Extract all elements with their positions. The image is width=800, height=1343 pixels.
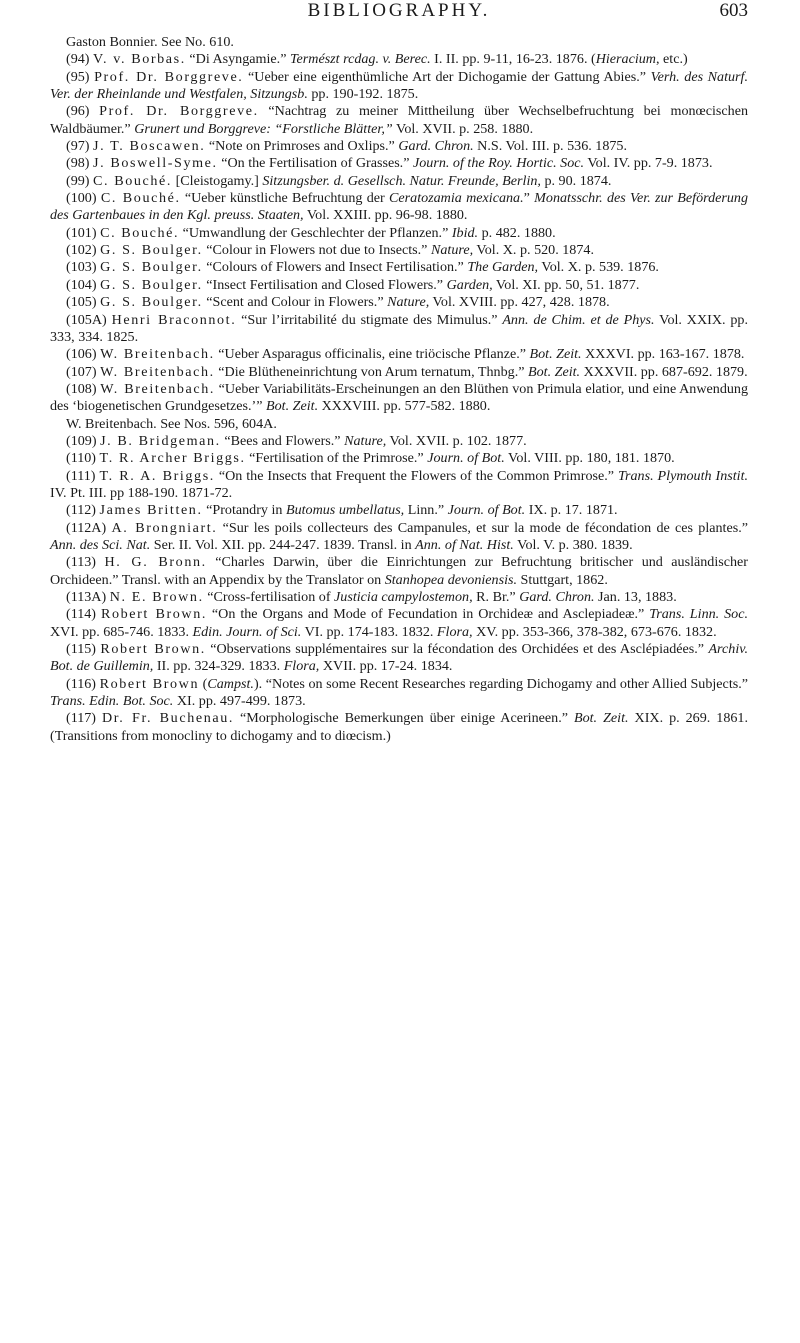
entry-author: Robert Brown xyxy=(99,675,200,692)
bibliography-entry xyxy=(50,416,748,433)
entry-text: “Observations supplémentaires sur la fécondation des Orchidées et des Asclépiadées.” xyxy=(205,641,709,658)
entry-text: Jan. 13, 1883. xyxy=(594,589,677,605)
entry-italic-text: Stanhopea devoniensis. xyxy=(384,571,518,588)
entry-text: “Ueber eine eigenthümliche Art der Dichogamie der Gattung Abies.” xyxy=(243,68,651,85)
entry-text: “Di Asyngamie.” xyxy=(185,51,290,68)
entry-number: (113A) xyxy=(66,589,107,605)
entry-italic-text: Garden, xyxy=(446,276,493,293)
bibliography-entry xyxy=(50,641,748,676)
bibliography-entry xyxy=(50,433,748,450)
entry-author: J. Boswell-Syme. xyxy=(93,155,218,172)
bibliography-entry xyxy=(50,69,748,104)
entry-author: Prof. Dr. Borggreve. xyxy=(94,68,244,85)
entry-italic-text: Justicia campylostemon, xyxy=(334,589,473,605)
entry-text: XIX. p. 269. 1861. (Transitions from monocliny to dichogamy and to diœcism.) xyxy=(50,710,749,744)
entry-author: James Britten. xyxy=(99,502,203,519)
entry-text: IX. p. 17. 1871. xyxy=(525,502,618,519)
entry-italic-text: Gard. Chron. xyxy=(519,589,595,605)
entry-text: Vol. XI. pp. 50, 51. 1877. xyxy=(492,276,640,293)
entry-italic-text: Grunert und Borggreve: “Forstliche Blätter,” xyxy=(134,120,393,137)
bibliography-entry xyxy=(50,51,748,68)
entry-text: “Ueber Variabilitäts-Erscheinungen an den Blüthen von Primula elatior, und eine Anwendung des ‘biogenetischen Grundgesetzes.’” xyxy=(50,380,749,415)
entry-text: Vol. VIII. pp. 180, 181. 1870. xyxy=(504,450,675,467)
entry-italic-text: Trans. Plymouth Instit. xyxy=(617,467,749,484)
bibliography-entry xyxy=(50,34,748,51)
entry-author: W. Breitenbach. xyxy=(100,380,216,397)
entry-italic-text: Bot. Zeit. xyxy=(266,398,319,415)
entry-italic-text: Bot. Zeit. xyxy=(528,363,581,380)
entry-author: W. Breitenbach. xyxy=(100,363,215,380)
entry-text: II. pp. 324-329. 1833. xyxy=(153,658,284,675)
entry-author: V. v. Borbas. xyxy=(93,51,186,68)
entry-text: “Fertilisation of the Primrose.” xyxy=(245,450,428,467)
entry-text: I. II. pp. 9-11, 16-23. 1876. ( xyxy=(430,51,596,68)
bibliography-entry xyxy=(50,676,748,711)
entry-author: Henri Braconnot. xyxy=(111,311,237,328)
entry-italic-text: Verh. des Naturf. Ver. der Rheinlande und Westfalen, Sitzungsb. xyxy=(50,68,748,103)
bibliography-entry xyxy=(50,277,748,294)
entry-number: (106) xyxy=(66,346,97,363)
entry-text: R. Br.” xyxy=(472,589,520,605)
entry-text: XXXVI. pp. 163-167. 1878. xyxy=(581,346,745,363)
entry-text: “Umwandlung der Geschlechter der Pflanzen.” xyxy=(179,224,452,241)
bibliography-entry xyxy=(50,138,748,155)
entry-text: Linn.” xyxy=(404,502,448,519)
entry-italic-text: Ann. des Sci. Nat. xyxy=(50,536,151,553)
entry-number: (108) xyxy=(66,380,97,397)
entry-text: “Scent and Colour in Flowers.” xyxy=(202,294,388,311)
entry-text: “Note on Primroses and Oxlips.” xyxy=(205,138,399,155)
entry-text: “Morphologische Bemerkungen über einige Acerineen.” xyxy=(233,710,574,727)
entry-author: J. B. Bridgeman. xyxy=(100,432,221,449)
entry-text: Vol. V. p. 380. 1839. xyxy=(513,536,633,553)
entry-number: (105A) xyxy=(66,311,107,328)
entry-text: “Protandry in xyxy=(202,502,286,519)
entry-text: “On the Organs and Mode of Fecundation in Orchideæ and Asclepiadeæ.” xyxy=(206,606,650,623)
entry-italic-text: Ann. de Chim. et de Phys. xyxy=(502,311,655,328)
entry-author: N. E. Brown. xyxy=(109,589,204,605)
entry-text: “Colour in Flowers not due to Insects.” xyxy=(202,242,431,259)
entry-italic-text: Ann. of Nat. Hist. xyxy=(415,536,514,553)
entry-number: (109) xyxy=(66,432,97,449)
bibliography-entry xyxy=(50,190,748,225)
bibliography-entry xyxy=(50,225,748,242)
entry-text: W. Breitenbach. See Nos. 596, 604A. xyxy=(66,415,277,432)
entry-number: (115) xyxy=(66,641,97,658)
entry-text: [Cleistogamy.] xyxy=(172,172,263,189)
bibliography-entry xyxy=(50,312,748,347)
entry-text: Ser. II. Vol. XII. pp. 244-247. 1839. Transl. in xyxy=(150,536,416,553)
entry-number: (97) xyxy=(66,138,90,155)
entry-italic-text: Flora, xyxy=(283,658,320,675)
entry-italic-text: Ibid. xyxy=(451,224,479,241)
entry-text: “Sur les poils collecteurs des Campanules, et sur la mode de fécondation de ces plantes.” xyxy=(217,519,748,536)
entry-number: (110) xyxy=(66,450,97,467)
entry-text: XVI. pp. 685-746. 1833. xyxy=(50,623,193,640)
entry-italic-text: Nature, xyxy=(387,294,430,311)
entry-text: “Ueber künstliche Befruchtung der xyxy=(180,190,389,207)
entry-italic-text: Sitzungsber. d. Gesellsch. Natur. Freunde, Berlin, xyxy=(262,172,541,189)
entry-text: “Insect Fertilisation and Closed Flowers.” xyxy=(202,276,447,293)
entry-author: Dr. Fr. Buchenau. xyxy=(102,710,234,727)
bibliography-entry xyxy=(50,554,748,589)
running-title: BIBLIOGRAPHY. xyxy=(307,0,491,21)
entry-text: Vol. XVII. p. 102. 1877. xyxy=(386,432,527,449)
page-number: 603 xyxy=(719,0,748,21)
bibliography-entry xyxy=(50,468,748,503)
entry-text: IV. Pt. III. pp 188-190. 1871-72. xyxy=(50,484,233,501)
entry-number: (116) xyxy=(66,675,97,692)
entry-number: (100) xyxy=(66,190,97,207)
entry-number: (103) xyxy=(66,259,97,276)
entry-number: (98) xyxy=(66,155,90,172)
entry-author: H. G. Bronn. xyxy=(104,554,207,571)
bibliography-entry xyxy=(50,520,748,555)
bibliography-entry xyxy=(50,381,748,416)
entry-italic-text: Edin. Journ. of Sci. xyxy=(192,623,302,640)
entry-text: “Sur l’irritabilité du stigmate des Mimulus.” xyxy=(236,311,503,328)
entry-text: Vol. XVII. p. 258. 1880. xyxy=(392,120,534,137)
entry-text: “Ueber Asparagus officinalis, eine triöcische Pflanze.” xyxy=(214,346,530,363)
running-header xyxy=(50,0,748,30)
entry-italic-text: Természt rcdag. v. Berec. xyxy=(289,51,431,68)
entry-number: (94) xyxy=(66,51,90,68)
bibliography-entry xyxy=(50,502,748,519)
entry-italic-text: Trans. Edin. Bot. Soc. xyxy=(50,693,174,710)
entry-text: , etc.) xyxy=(655,51,688,68)
bibliography-entry xyxy=(50,155,748,172)
entry-italic-text: Hieracium xyxy=(595,51,656,68)
entry-author: A. Brongniart. xyxy=(111,519,218,536)
entry-text: Vol. IV. pp. 7-9. 1873. xyxy=(584,155,713,172)
entry-text: “On the Fertilisation of Grasses.” xyxy=(217,155,413,172)
entry-italic-text: Nature, xyxy=(430,242,474,259)
entry-author: G. S. Boulger. xyxy=(100,294,203,311)
entry-text: ). “Notes on some Recent Researches regarding Dichogamy and other Allied Subjects.” xyxy=(253,675,748,692)
entry-text: “Colours of Flowers and Insect Fertilisation.” xyxy=(202,259,468,276)
entry-author: J. T. Boscawen. xyxy=(93,138,206,155)
entry-author: Prof. Dr. Borggreve. xyxy=(99,103,259,120)
entry-author: C. Bouché. xyxy=(100,224,180,241)
bibliography-list xyxy=(50,34,748,745)
entry-italic-text: Flora, xyxy=(436,623,473,640)
entry-text: XI. pp. 497-499. 1873. xyxy=(173,693,306,710)
entry-number: (104) xyxy=(66,276,97,293)
entry-number: (107) xyxy=(66,363,97,380)
bibliography-entry xyxy=(50,606,748,641)
entry-italic-text: Nature, xyxy=(344,432,387,449)
entry-text: Vol. X. p. 520. 1874. xyxy=(473,242,594,259)
bibliography-entry xyxy=(50,364,748,381)
entry-number: (101) xyxy=(66,224,97,241)
entry-text: XV. pp. 353-366, 378-382, 673-676. 1832. xyxy=(472,623,717,640)
entry-number: (112) xyxy=(66,502,97,519)
entry-italic-text: Archiv. Bot. de Guillemin, xyxy=(50,641,748,675)
entry-number: (114) xyxy=(66,606,97,623)
entry-italic-text: Ceratozamia mexicana. xyxy=(389,190,524,207)
entry-author: T. R. Archer Briggs. xyxy=(99,450,246,467)
bibliography-entry xyxy=(50,589,748,606)
entry-author: G. S. Boulger. xyxy=(100,276,203,293)
entry-number: (105) xyxy=(66,294,97,311)
entry-author: G. S. Boulger. xyxy=(100,242,203,259)
entry-text: “Nachtrag zu meiner Mittheilung über Wechselbefruchtung bei monœcischen Waldbäumer.” xyxy=(50,103,748,137)
entry-text: p. 90. 1874. xyxy=(540,172,612,189)
entry-text: p. 482. 1880. xyxy=(478,224,556,241)
entry-number: (117) xyxy=(66,710,97,727)
entry-number: (113) xyxy=(66,554,97,571)
entry-author: T. R. A. Briggs. xyxy=(99,467,215,484)
entry-italic-text: Bot. Zeit. xyxy=(573,710,629,727)
entry-author: G. S. Boulger. xyxy=(100,259,203,276)
entry-text: Vol. XVIII. pp. 427, 428. 1878. xyxy=(429,294,610,311)
entry-text: “Die Blütheneinrichtung von Arum ternatum, Thnbg.” xyxy=(214,363,528,380)
entry-italic-text: Journ. of the Roy. Hortic. Soc. xyxy=(412,155,585,172)
entry-text: “Charles Darwin, über die Einrichtungen zur Befruchtung britischer und ausländischer Orchideen.” Transl. with an Appendix by the Translator on xyxy=(50,554,748,588)
entry-number: (102) xyxy=(66,242,97,259)
entry-author: C. Bouché. xyxy=(100,190,181,207)
bibliography-entry xyxy=(50,450,748,467)
entry-author: Robert Brown. xyxy=(100,606,207,623)
bibliography-entry xyxy=(50,710,748,745)
bibliography-entry xyxy=(50,259,748,276)
entry-author: W. Breitenbach. xyxy=(100,346,215,363)
entry-text: “Cross-fertilisation of xyxy=(203,589,335,605)
entry-italic-text: Campst. xyxy=(207,675,254,692)
entry-italic-text: Monatsschr. des Ver. zur Beförderung des Gartenbaues in den Kgl. preuss. Staaten, xyxy=(50,190,749,224)
entry-text: Vol. X. p. 539. 1876. xyxy=(538,259,659,276)
entry-text: “Bees and Flowers.” xyxy=(220,432,345,449)
entry-text: Vol. XXIX. pp. 333, 334. 1825. xyxy=(50,311,748,345)
bibliography-entry xyxy=(50,346,748,363)
entry-text: N.S. Vol. III. p. 536. 1875. xyxy=(473,138,628,155)
bibliography-entry xyxy=(50,103,748,138)
entry-text: Vol. XXIII. pp. 96-98. 1880. xyxy=(303,207,468,224)
entry-text: Gaston Bonnier. See No. 610. xyxy=(66,34,234,50)
entry-text: VI. pp. 174-183. 1832. xyxy=(301,623,437,640)
entry-author: Robert Brown. xyxy=(100,641,206,658)
entry-number: (95) xyxy=(66,68,90,85)
entry-text: “On the Insects that Frequent the Flowers of the Common Primrose.” xyxy=(214,467,618,484)
entry-italic-text: Journ. of Bot. xyxy=(447,502,526,519)
entry-text: ” xyxy=(523,190,535,207)
entry-text: pp. 190-192. 1875. xyxy=(307,86,419,103)
entry-text: XXXVIII. pp. 577-582. 1880. xyxy=(318,398,491,415)
entry-number: (99) xyxy=(66,172,90,189)
entry-author: C. Bouché. xyxy=(93,172,173,189)
entry-italic-text: Butomus umbellatus, xyxy=(285,502,405,519)
entry-number: (112A) xyxy=(66,519,107,536)
entry-text: ( xyxy=(199,675,208,692)
entry-text: XVII. pp. 17-24. 1834. xyxy=(319,658,453,675)
entry-italic-text: The Garden, xyxy=(467,259,539,276)
bibliography-entry xyxy=(50,294,748,311)
entry-italic-text: Journ. of Bot. xyxy=(427,450,505,467)
entry-number: (96) xyxy=(66,103,90,120)
entry-italic-text: Gard. Chron. xyxy=(398,138,474,155)
bibliography-entry xyxy=(50,242,748,259)
entry-text: XXXVII. pp. 687-692. 1879. xyxy=(580,363,748,380)
entry-number: (111) xyxy=(66,467,96,484)
entry-italic-text: Trans. Linn. Soc. xyxy=(649,606,748,623)
entry-italic-text: Bot. Zeit. xyxy=(529,346,582,363)
bibliography-entry xyxy=(50,173,748,190)
entry-text: Stuttgart, 1862. xyxy=(517,571,608,588)
